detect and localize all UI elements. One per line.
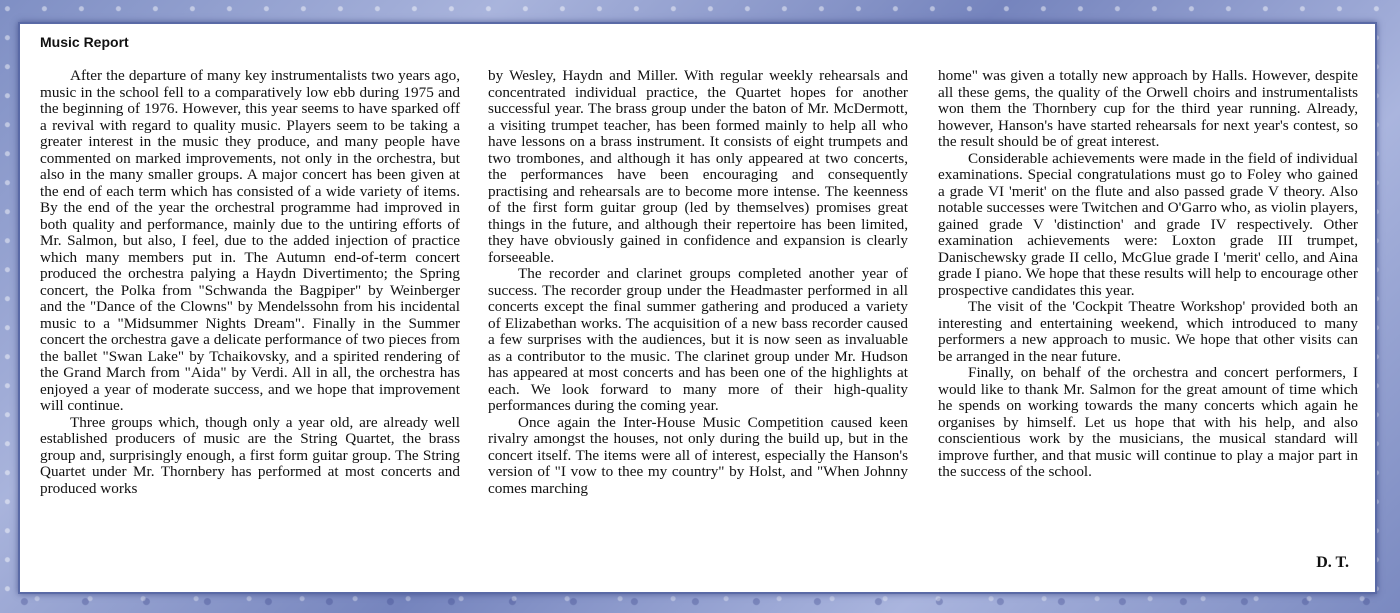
paragraph: After the departure of many key instrumentalists two years ago, music in the school fell to a comparatively low ebb during 1975 and the beginning of 1976. However, this year seems to have sparked off a revival with regard to quality music. Players seem to be taking a greater interest in the music they produce, and many people have commented on marked improvements, not only in the orchestra, but also in the many smaller groups. A major concert has been given at the end of each term which has consisted of a wide variety of items. By the end of the year the orchestral programme had improved in both quality and performance, mainly due to the untiring efforts of Mr. Salmon, but also, I feel, due to the added injection of practice which many members put in. The Autumn end-of-term concert produced the orchestra palying a Haydn Divertimento; the Spring concert, the Polka from "Schwanda the Bagpiper" by Weinberger and the "Dance of the Clowns" by Mendelssohn from his incidental music to a "Midsummer Nights Dream". Finally in the Summer concert the orchestra gave a delicate performance of two pieces from the ballet "Swan Lake" by Tchaikovsky, and a spirited rendering of the Grand March from "Aida" by Verdi. All in all, the orchestra has enjoyed a year of moderate success, and we hope that improvement will continue. — [40, 67, 460, 414]
paragraph: The recorder and clarinet groups completed another year of success. The recorder group under the Headmaster performed in all concerts except the final summer gathering and produced a variety of Elizabethan works. The acquisition of a new bass recorder caused a few surprises with the audiences, but it is now seen as invaluable as a contributor to the music. The clarinet group under Mr. Hudson has appeared at most concerts and has been one of the highlights at each. We look forward to many more of their high-quality performances during the coming year. — [488, 265, 908, 414]
author-signature: D. T. — [1316, 554, 1349, 571]
page-title: Music Report — [40, 34, 129, 50]
paragraph: Once again the Inter-House Music Competition caused keen rivalry amongst the houses, not only during the build up, but in the concert itself. The items were all of interest, especially the Hanson's version of "I vow to thee my country" by Holst, and "When Johnny comes marching — [488, 413, 908, 497]
text-column-3 — [938, 68, 1358, 481]
text-column-1 — [40, 68, 460, 497]
paragraph: The visit of the 'Cockpit Theatre Workshop' provided both an interesting and entertaining weekend, which introduced to many performers a new approach to music. We hope that other visits can be arranged in the near future. — [938, 298, 1358, 365]
paragraph: Considerable achievements were made in the field of individual examinations. Special congratulations must go to Foley who gained a grade VI 'merit' on the flute and also passed grade V theory. Also notable successes were Twitchen and O'Garro who, as violin players, gained grade V 'distinction' and grade IV respectively. Other examination achievements were: Loxton grade III trumpet, Danischewsky grade II cello, McGlue grade I 'merit' cello, and Aina grade I piano. We hope that these results will help to encourage other prospective candidates this year. — [938, 149, 1358, 299]
text-column-2 — [488, 68, 908, 497]
paragraph: Three groups which, though only a year old, are already well established producers of music are the String Quartet, the brass group and, surprisingly enough, a first form guitar group. The String Quartet under Mr. Thornbery has performed at most concerts and produced works — [40, 413, 460, 497]
paragraph: home" was given a totally new approach by Halls. However, despite all these gems, the quality of the Orwell choirs and instrumentalists won them the Thornbery cup for the third year running. Already, however, Hanson's have started rehearsals for next year's contest, so the result should be of great interest. — [938, 67, 1358, 150]
document-page — [20, 24, 1375, 592]
paragraph: by Wesley, Haydn and Miller. With regular weekly rehearsals and concentrated individual practice, the Quartet hopes for another successful year. The brass group under the baton of Mr. McDermott, a visiting trumpet teacher, has been formed mainly to help all who have lessons on a brass instrument. It consists of eight trumpets and two trombones, and although it has only appeared at two concerts, the performances have been encouraging and consequently practising and rehearsals are to become more intense. The keenness of the first form guitar group (led by themselves) promises great things in the future, and although their repertoire has been limited, they have obviously gained in confidence and expansion is clearly forseeable. — [488, 67, 908, 266]
paragraph: Finally, on behalf of the orchestra and concert performers, I would like to thank Mr. Salmon for the great amount of time which he spends on working towards the many concerts which again he organises by himself. Let us hope that with his help, and also conscientious work by the musicians, the musical standard will improve further, and that music will continue to play a major part in the success of the school. — [938, 364, 1358, 480]
